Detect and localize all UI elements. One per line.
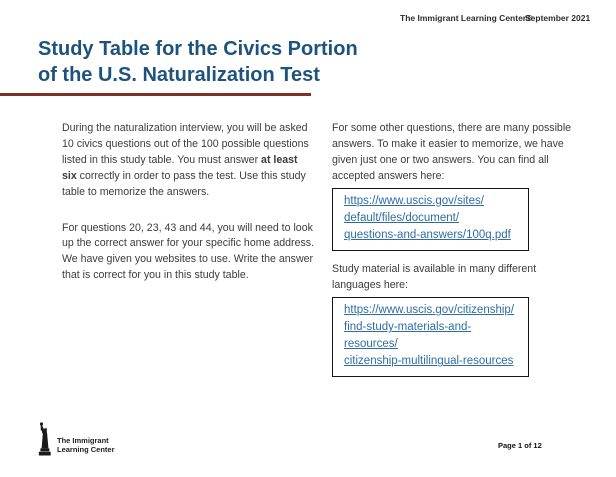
answers-link-box: [332, 188, 529, 251]
title-line1: Study Table for the Civics Portion: [38, 38, 358, 60]
statue-of-liberty-icon: [37, 421, 52, 457]
page-number: Page 1 of 12: [498, 441, 542, 450]
material-link-line2: find-study-materials-and-resources/: [344, 321, 472, 351]
footer-logo: [37, 421, 115, 457]
study-material-paragraph: Study material is available in many different languages here:: [332, 262, 537, 291]
logo-text-line1: The Immigrant: [57, 436, 109, 445]
right-text-column: [332, 121, 584, 377]
answers-link-line1: https://www.uscis.gov/sites/: [344, 194, 484, 207]
uscis-multilingual-link[interactable]: [344, 302, 520, 370]
material-link-line1: https://www.uscis.gov/citizenship/: [344, 304, 515, 317]
header-date: September 2021: [525, 13, 591, 23]
left-text-column: [62, 121, 314, 284]
material-link-line3: citizenship-multilingual-resources: [344, 355, 514, 368]
title-underline-rule: [0, 93, 311, 96]
answers-link-line3: questions-and-answers/100q.pdf: [344, 228, 511, 241]
intro-paragraph-1: [62, 121, 314, 201]
answers-paragraph: For some other questions, there are many possible answers. To make it easier to memorize, we have given just one or two answers. You can find all accepted answers here:: [332, 122, 572, 182]
page-title: [38, 36, 358, 88]
title-line2: of the U.S. Naturalization Test: [38, 64, 320, 86]
intro-p1-text-start: During the naturalization interview, you will be asked 10 civics questions out of the 100 possible questions listed in this study table. You must answer: [62, 122, 309, 166]
logo-text-line2: Learning Center: [57, 445, 115, 454]
study-material-link-box: [332, 297, 529, 377]
uscis-answers-link[interactable]: [344, 193, 511, 244]
page-header: [0, 13, 616, 25]
header-org-name: The Immigrant Learning Center®: [400, 13, 533, 23]
intro-p1-text-end: correctly in order to pass the test. Use this study table to memorize the answers.: [62, 169, 306, 198]
intro-p1-bold-phrase: at least six: [62, 153, 298, 182]
intro-paragraph-2: For questions 20, 23, 43 and 44, you will need to look up the correct answer for your specific home address. We have given you websites to use. Write the answer that is correct for you in this study table.: [62, 221, 315, 282]
answers-link-line2: default/files/document/: [344, 211, 460, 224]
footer-logo-text: [57, 436, 115, 454]
